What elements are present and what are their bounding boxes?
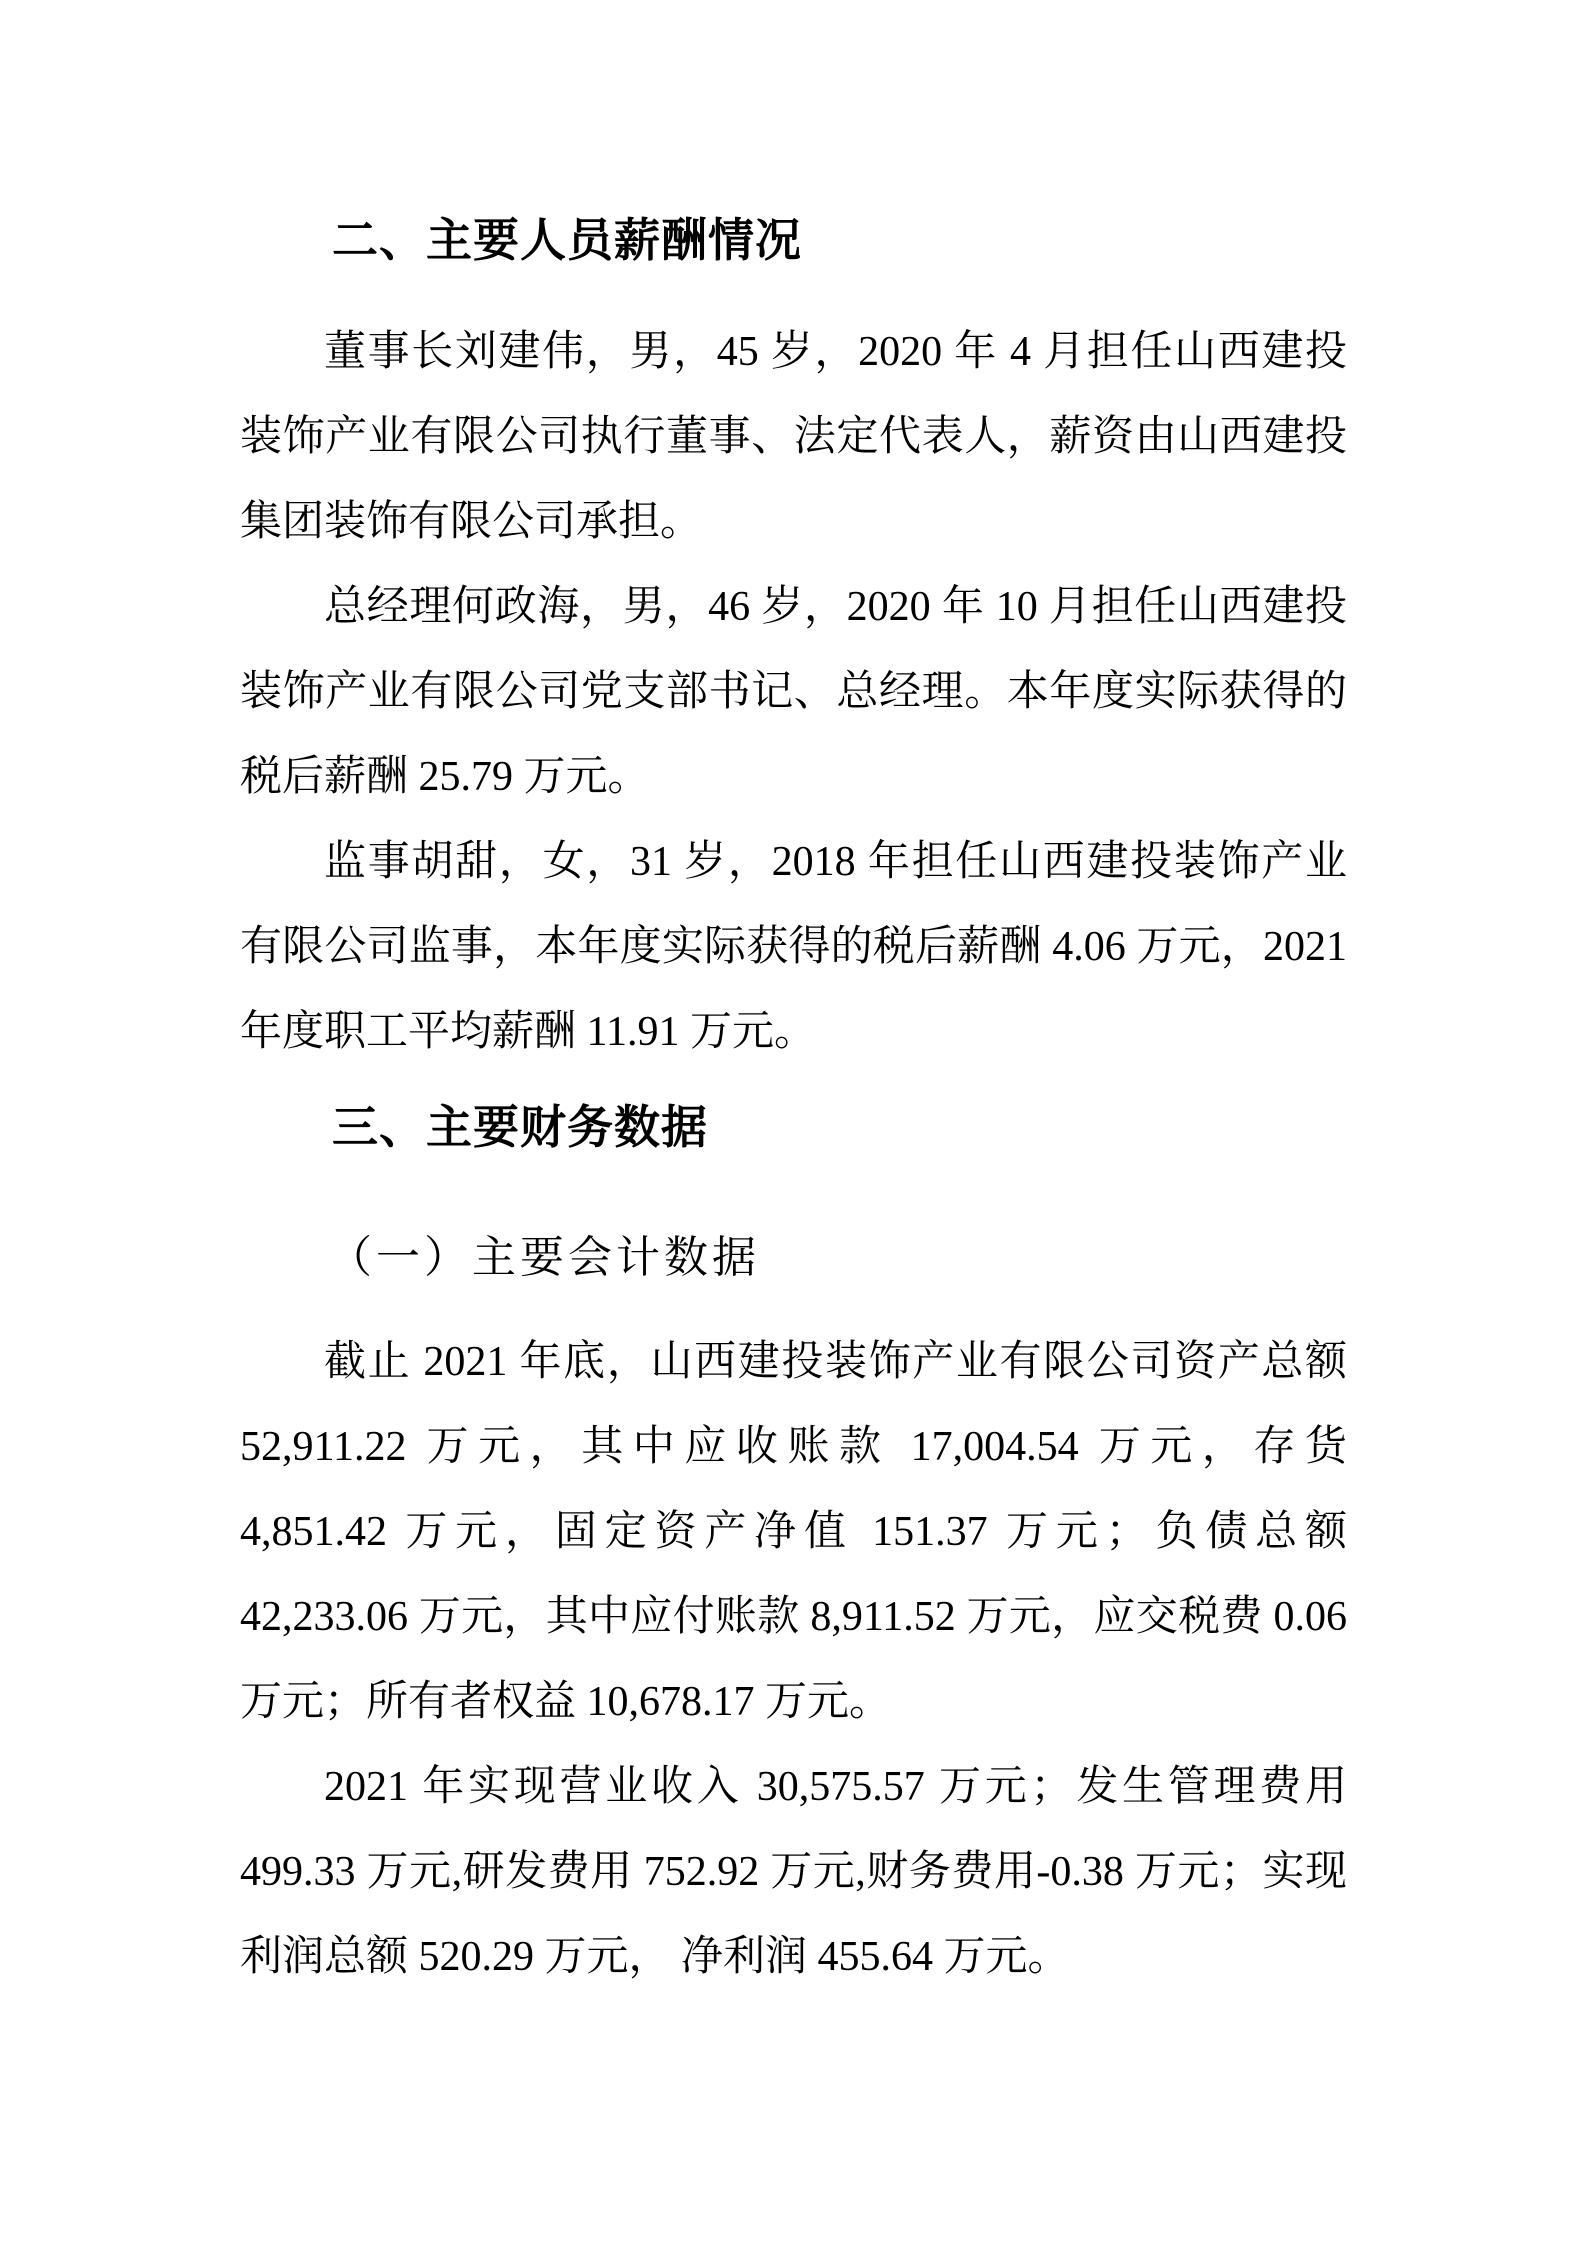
section-body-personnel-salary [240, 310, 1347, 1075]
paragraph-general-manager: 总经理何政海，男，46 岁，2020 年 10 月担任山西建投装饰产业有限公司党支部书记、总经理。本年度实际获得的税后薪酬 25.79 万元。 [240, 584, 1347, 800]
paragraph-chairman: 董事长刘建伟，男，45 岁，2020 年 4 月担任山西建投装饰产业有限公司执行董事、法定代表人，薪资由山西建投集团装饰有限公司承担。 [240, 329, 1347, 545]
section-heading-financial-data: 三、主要财务数据 [332, 1101, 708, 1153]
paragraph-income-statement: 2021 年实现营业收入 30,575.57 万元；发生管理费用 499.33 万元,研发费用 752.92 万元,财务费用-0.38 万元；实现利润总额 520.29 万元， 净利润 455.64 万元。 [240, 1764, 1347, 1980]
section-body-financial-data [240, 1320, 1347, 2000]
subsection-heading-accounting-data: （一）主要会计数据 [328, 1233, 760, 1282]
section-heading-personnel-salary: 二、主要人员薪酬情况 [332, 214, 802, 266]
paragraph-supervisor: 监事胡甜，女，31 岁，2018 年担任山西建投装饰产业有限公司监事，本年度实际获得的税后薪酬 4.06 万元，2021 年度职工平均薪酬 11.91 万元。 [240, 839, 1347, 1055]
paragraph-balance-sheet: 截止 2021 年底，山西建投装饰产业有限公司资产总额 52,911.22 万元，其中应收账款 17,004.54 万元，存货 4,851.42 万元，固定资产净值 151.37 万元；负债总额 42,233.06 万元，其中应付账款 8,911.52 万元，应交税费 0.06 万元；所有者权益 10,678.17 万元。 [240, 1339, 1347, 1725]
